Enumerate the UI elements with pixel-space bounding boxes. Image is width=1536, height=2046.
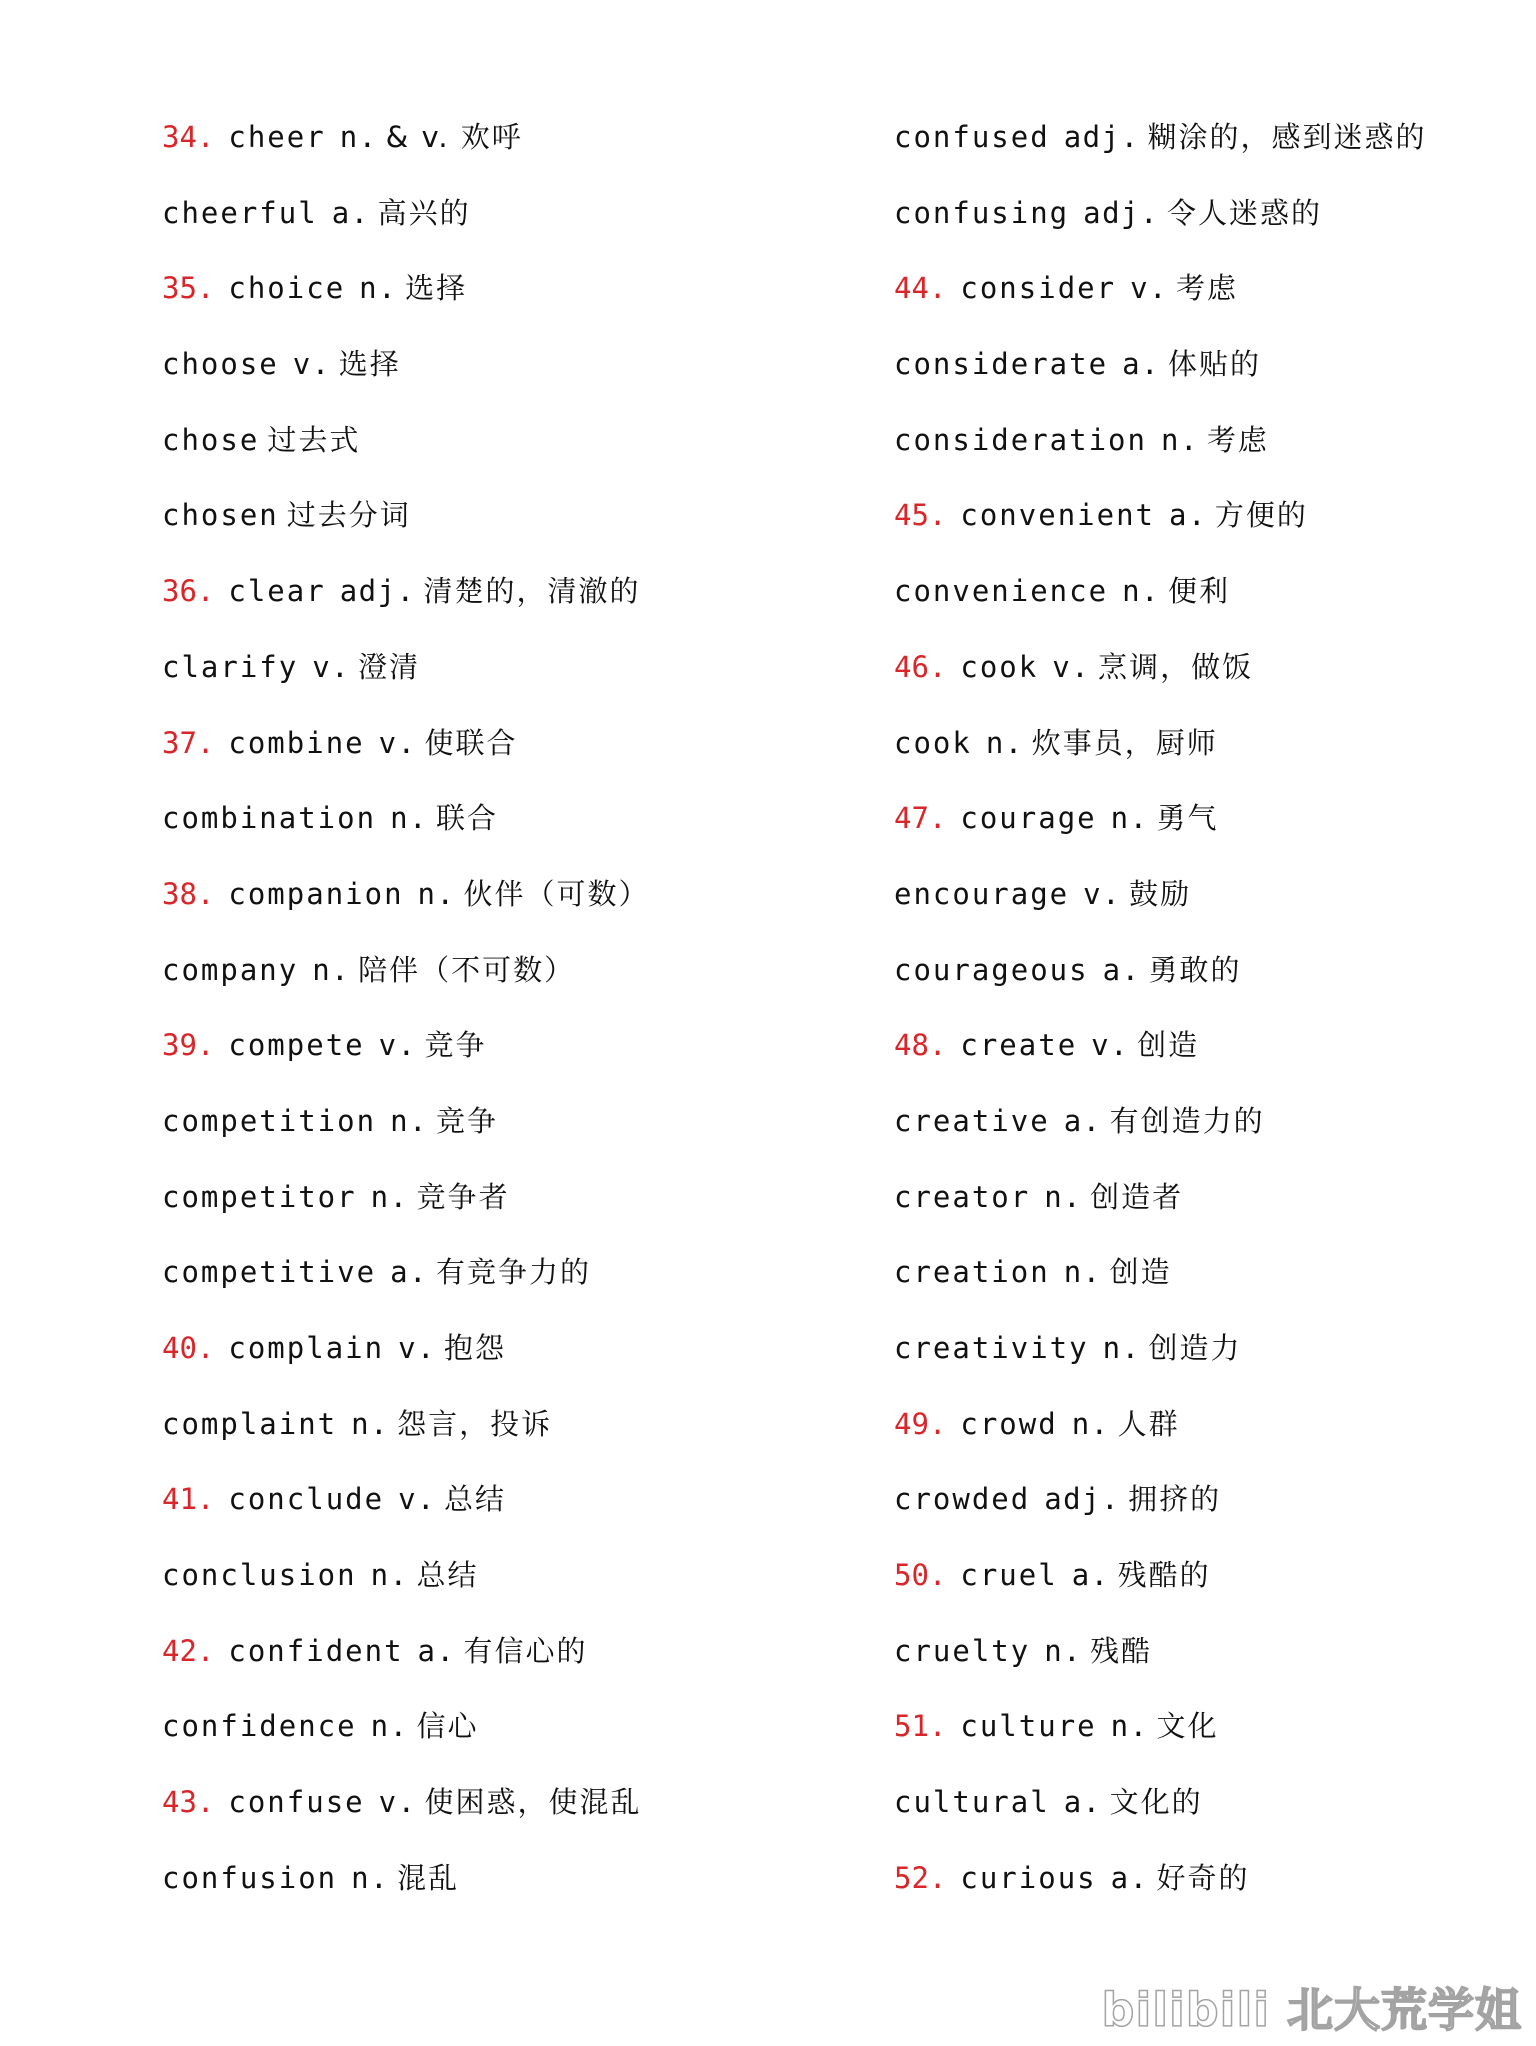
vocab-entry bbox=[162, 176, 852, 252]
entry-part-of-speech: n. bbox=[370, 1558, 409, 1593]
entry-definition: 糊涂的，感到迷惑的 bbox=[1147, 120, 1427, 154]
entry-word: courage bbox=[960, 801, 1097, 836]
entry-word: encourage bbox=[894, 876, 1070, 911]
entry-word: confidence bbox=[162, 1709, 357, 1744]
entry-part-of-speech: n. bbox=[417, 876, 456, 911]
entry-definition: 勇敢的 bbox=[1148, 952, 1242, 987]
vocab-entry bbox=[894, 1160, 1514, 1236]
entry-part-of-speech: v. bbox=[398, 1482, 436, 1517]
entry-part-of-speech: a. bbox=[1063, 1103, 1102, 1138]
entry-part-of-speech: n. bbox=[390, 801, 428, 836]
entry-word: cook bbox=[894, 725, 972, 760]
entry-word: clear bbox=[228, 574, 326, 609]
entry-part-of-speech: n. bbox=[1160, 422, 1199, 457]
vocab-entry bbox=[894, 630, 1514, 706]
entry-part-of-speech: v. bbox=[312, 649, 351, 684]
entry-definition: 炊事员，厨师 bbox=[1031, 725, 1218, 760]
entry-word: choice bbox=[228, 271, 346, 306]
entry-part-of-speech: a. bbox=[1169, 498, 1207, 533]
entry-word: competition bbox=[162, 1103, 377, 1138]
vocab-entry bbox=[162, 1008, 852, 1084]
entry-word: confusing bbox=[894, 195, 1070, 230]
entry-definition: 创造力 bbox=[1148, 1331, 1242, 1365]
entry-part-of-speech: n. bbox=[312, 952, 351, 987]
entry-part-of-speech: a. bbox=[1122, 347, 1160, 382]
entry-definition: 过去分词 bbox=[286, 498, 411, 533]
vocab-entry bbox=[162, 1462, 852, 1538]
entry-part-of-speech: adj. bbox=[339, 574, 416, 609]
entry-number: 47. bbox=[894, 801, 947, 836]
entry-number: 39. bbox=[162, 1028, 215, 1063]
vocab-entry bbox=[894, 1462, 1514, 1538]
vocab-entry bbox=[162, 933, 852, 1009]
entry-definition: 选择 bbox=[405, 271, 468, 306]
vocab-entry bbox=[894, 857, 1514, 933]
entry-definition: 考虑 bbox=[1176, 271, 1239, 306]
entry-word: crowd bbox=[960, 1406, 1058, 1441]
vocab-entry bbox=[162, 327, 852, 403]
entry-part-of-speech: n. bbox=[390, 1103, 428, 1138]
entry-word: cook bbox=[960, 649, 1039, 684]
entry-word: confuse bbox=[228, 1785, 365, 1820]
entry-definition: 有信心的 bbox=[463, 1633, 588, 1668]
entry-number: 37. bbox=[162, 725, 215, 760]
entry-part-of-speech: v. bbox=[1083, 876, 1122, 911]
entry-word: considerate bbox=[894, 347, 1109, 382]
entry-number: 44. bbox=[894, 271, 947, 306]
entry-part-of-speech: v. bbox=[292, 347, 331, 382]
entry-part-of-speech: v. bbox=[1052, 649, 1091, 684]
entry-definition: 人群 bbox=[1117, 1406, 1180, 1441]
entry-word: convenient bbox=[960, 498, 1155, 533]
vocab-entry bbox=[162, 1841, 852, 1917]
entry-word: curious bbox=[960, 1860, 1097, 1895]
entry-definition: 使困惑，使混乱 bbox=[424, 1785, 642, 1820]
entry-part-of-speech: n. bbox=[985, 725, 1024, 760]
entry-part-of-speech: n. bbox=[1071, 1406, 1110, 1441]
vocab-entry bbox=[894, 781, 1514, 857]
vocab-entry bbox=[162, 251, 852, 327]
entry-number: 45. bbox=[894, 498, 947, 533]
vocab-entry bbox=[162, 1387, 852, 1463]
vocab-entry bbox=[894, 100, 1514, 176]
entry-number: 43. bbox=[162, 1785, 215, 1820]
entry-part-of-speech: n. bbox=[1044, 1633, 1083, 1668]
right-vocab-column bbox=[894, 100, 1514, 1917]
vocab-entry bbox=[894, 1311, 1514, 1387]
vocab-entry bbox=[162, 1614, 852, 1690]
vocab-entry bbox=[894, 1614, 1514, 1690]
entry-part-of-speech: v. bbox=[378, 1785, 417, 1820]
entry-word: creativity bbox=[894, 1331, 1089, 1365]
vocab-entry bbox=[162, 1235, 852, 1311]
entry-number: 48. bbox=[894, 1028, 947, 1063]
entry-definition: 澄清 bbox=[358, 649, 421, 684]
entry-number: 36. bbox=[162, 574, 215, 609]
vocab-entry bbox=[162, 630, 852, 706]
entry-number: 46. bbox=[894, 649, 947, 684]
entry-word: cheer bbox=[228, 120, 326, 154]
entry-definition: 有创造力的 bbox=[1109, 1103, 1265, 1138]
entry-word: consider bbox=[960, 271, 1117, 306]
entry-part-of-speech: n. bbox=[351, 1406, 390, 1441]
entry-definition: 便利 bbox=[1167, 574, 1230, 609]
entry-definition: 选择 bbox=[338, 347, 401, 382]
entry-word: conclude bbox=[228, 1482, 385, 1517]
entry-word: clarify bbox=[162, 649, 299, 684]
entry-definition: 残酷 bbox=[1090, 1633, 1153, 1668]
entry-definition: 勇气 bbox=[1156, 801, 1219, 836]
entry-word: creator bbox=[894, 1179, 1031, 1214]
vocab-entry bbox=[894, 933, 1514, 1009]
entry-definition: 抱怨 bbox=[444, 1331, 507, 1365]
entry-definition: 信心 bbox=[416, 1709, 479, 1744]
entry-word: combine bbox=[228, 725, 365, 760]
entry-number: 50. bbox=[894, 1558, 947, 1593]
entry-word: confused bbox=[894, 120, 1050, 154]
entry-part-of-speech: a. bbox=[331, 195, 370, 230]
entry-word: conclusion bbox=[162, 1558, 357, 1593]
left-vocab-column bbox=[162, 100, 852, 1917]
entry-number: 41. bbox=[162, 1482, 215, 1517]
entry-definition: 方便的 bbox=[1214, 498, 1308, 533]
entry-word: company bbox=[162, 952, 299, 987]
vocab-entry bbox=[162, 706, 852, 782]
entry-definition: 总结 bbox=[416, 1558, 479, 1593]
entry-definition: 鼓励 bbox=[1129, 876, 1192, 911]
entry-word: competitor bbox=[162, 1179, 357, 1214]
entry-part-of-speech: n. bbox=[1102, 1331, 1141, 1365]
bilibili-watermark: bilibili 北大荒学姐 bbox=[1101, 1983, 1522, 2037]
entry-part-of-speech: n. bbox=[1063, 1255, 1102, 1290]
entry-definition: 竞争者 bbox=[416, 1179, 510, 1214]
entry-part-of-speech: a. bbox=[1071, 1558, 1110, 1593]
entry-word: creative bbox=[894, 1103, 1050, 1138]
entry-word: crowded bbox=[894, 1482, 1031, 1517]
entry-word: chosen bbox=[162, 498, 279, 533]
entry-part-of-speech: v. bbox=[378, 1028, 417, 1063]
vocab-entry bbox=[894, 251, 1514, 327]
entry-definition: 清楚的，清澈的 bbox=[423, 574, 641, 609]
vocab-entry bbox=[162, 857, 852, 933]
vocab-entry bbox=[894, 478, 1514, 554]
vocab-entry bbox=[162, 1084, 852, 1160]
vocab-entry bbox=[162, 1160, 852, 1236]
entry-word: convenience bbox=[894, 574, 1109, 609]
vocab-entry bbox=[894, 1765, 1514, 1841]
entry-part-of-speech: a. bbox=[1102, 952, 1141, 987]
entry-part-of-speech: a. bbox=[1063, 1785, 1102, 1820]
entry-part-of-speech: v. bbox=[1091, 1028, 1130, 1063]
entry-definition: 竞争 bbox=[424, 1028, 487, 1063]
entry-definition: 过去式 bbox=[267, 422, 361, 457]
entry-number: 38. bbox=[162, 876, 215, 911]
entry-definition: 使联合 bbox=[424, 725, 518, 760]
entry-definition: 残酷的 bbox=[1117, 1558, 1211, 1593]
entry-definition: 伙伴（可数） bbox=[463, 876, 650, 911]
entry-definition: & v. 欢呼 bbox=[385, 120, 523, 154]
entry-definition: 创造者 bbox=[1090, 1179, 1184, 1214]
entry-word: combination bbox=[162, 801, 377, 836]
entry-word: culture bbox=[960, 1709, 1097, 1744]
vocab-entry bbox=[162, 403, 852, 479]
entry-word: cultural bbox=[894, 1785, 1050, 1820]
entry-word: companion bbox=[228, 876, 404, 911]
vocab-entry bbox=[162, 1765, 852, 1841]
entry-word: creation bbox=[894, 1255, 1050, 1290]
entry-definition: 令人迷惑的 bbox=[1166, 195, 1322, 230]
entry-part-of-speech: n. bbox=[370, 1709, 409, 1744]
vocab-entry bbox=[894, 1387, 1514, 1463]
entry-definition: 创造 bbox=[1109, 1255, 1172, 1290]
entry-number: 51. bbox=[894, 1709, 947, 1744]
entry-number: 49. bbox=[894, 1406, 947, 1441]
entry-definition: 联合 bbox=[435, 801, 498, 836]
vocab-entry bbox=[162, 554, 852, 630]
vocab-entry bbox=[894, 1084, 1514, 1160]
entry-definition: 体贴的 bbox=[1167, 347, 1261, 382]
vocab-entry bbox=[894, 1008, 1514, 1084]
entry-part-of-speech: a. bbox=[1110, 1860, 1149, 1895]
entry-definition: 混乱 bbox=[397, 1860, 460, 1895]
entry-part-of-speech: n. bbox=[1110, 801, 1149, 836]
entry-part-of-speech: n. bbox=[370, 1179, 409, 1214]
entry-part-of-speech: a. bbox=[390, 1255, 428, 1290]
entry-number: 34. bbox=[162, 120, 215, 154]
entry-definition: 文化的 bbox=[1109, 1785, 1203, 1820]
entry-word: cruel bbox=[960, 1558, 1058, 1593]
entry-definition: 高兴的 bbox=[377, 195, 471, 230]
entry-definition: 总结 bbox=[444, 1482, 507, 1517]
entry-word: chose bbox=[162, 422, 260, 457]
vocab-entry bbox=[894, 1841, 1514, 1917]
entry-definition: 陪伴（不可数） bbox=[358, 952, 576, 987]
entry-word: complain bbox=[228, 1331, 385, 1365]
vocab-entry bbox=[894, 1538, 1514, 1614]
entry-part-of-speech: n. bbox=[351, 1860, 390, 1895]
vocab-entry bbox=[162, 478, 852, 554]
entry-definition: 竞争 bbox=[435, 1103, 498, 1138]
entry-definition: 文化 bbox=[1156, 1709, 1219, 1744]
entry-part-of-speech: n. bbox=[1044, 1179, 1083, 1214]
vocab-entry bbox=[162, 1538, 852, 1614]
entry-number: 35. bbox=[162, 271, 215, 306]
entry-part-of-speech: v. bbox=[378, 725, 417, 760]
vocab-entry bbox=[894, 1235, 1514, 1311]
entry-word: confident bbox=[228, 1633, 404, 1668]
entry-part-of-speech: adj. bbox=[1083, 195, 1159, 230]
entry-word: competitive bbox=[162, 1255, 377, 1290]
entry-word: courageous bbox=[894, 952, 1089, 987]
vocab-entry bbox=[894, 403, 1514, 479]
entry-word: create bbox=[960, 1028, 1078, 1063]
vocab-entry bbox=[894, 1689, 1514, 1765]
vocab-entry bbox=[894, 176, 1514, 252]
entry-number: 40. bbox=[162, 1331, 215, 1365]
entry-part-of-speech: n. bbox=[359, 271, 398, 306]
entry-word: choose bbox=[162, 347, 279, 382]
vocab-entry bbox=[162, 781, 852, 857]
entry-definition: 拥挤的 bbox=[1128, 1482, 1222, 1517]
entry-definition: 怨言，投诉 bbox=[397, 1406, 553, 1441]
entry-part-of-speech: n. bbox=[1122, 574, 1160, 609]
entry-part-of-speech: n. bbox=[1110, 1709, 1149, 1744]
entry-part-of-speech: v. bbox=[398, 1331, 436, 1365]
entry-part-of-speech: n. bbox=[339, 120, 378, 154]
vocab-entry bbox=[162, 1689, 852, 1765]
entry-word: complaint bbox=[162, 1406, 338, 1441]
entry-word: consideration bbox=[894, 422, 1147, 457]
entry-number: 42. bbox=[162, 1633, 215, 1668]
entry-definition: 烹调，做饭 bbox=[1098, 649, 1254, 684]
entry-definition: 考虑 bbox=[1206, 422, 1269, 457]
vocab-entry bbox=[894, 327, 1514, 403]
entry-number: 52. bbox=[894, 1860, 947, 1895]
entry-part-of-speech: adj. bbox=[1044, 1482, 1121, 1517]
vocab-entry bbox=[162, 100, 852, 176]
entry-definition: 有竞争力的 bbox=[435, 1255, 591, 1290]
entry-word: cruelty bbox=[894, 1633, 1031, 1668]
vocab-entry bbox=[894, 554, 1514, 630]
entry-part-of-speech: a. bbox=[417, 1633, 456, 1668]
vocab-entry bbox=[894, 706, 1514, 782]
entry-word: confusion bbox=[162, 1860, 338, 1895]
entry-word: compete bbox=[228, 1028, 365, 1063]
entry-word: cheerful bbox=[162, 195, 318, 230]
entry-definition: 创造 bbox=[1137, 1028, 1200, 1063]
entry-part-of-speech: v. bbox=[1130, 271, 1168, 306]
entry-definition: 好奇的 bbox=[1156, 1860, 1250, 1895]
vocab-entry bbox=[162, 1311, 852, 1387]
entry-part-of-speech: adj. bbox=[1063, 120, 1140, 154]
